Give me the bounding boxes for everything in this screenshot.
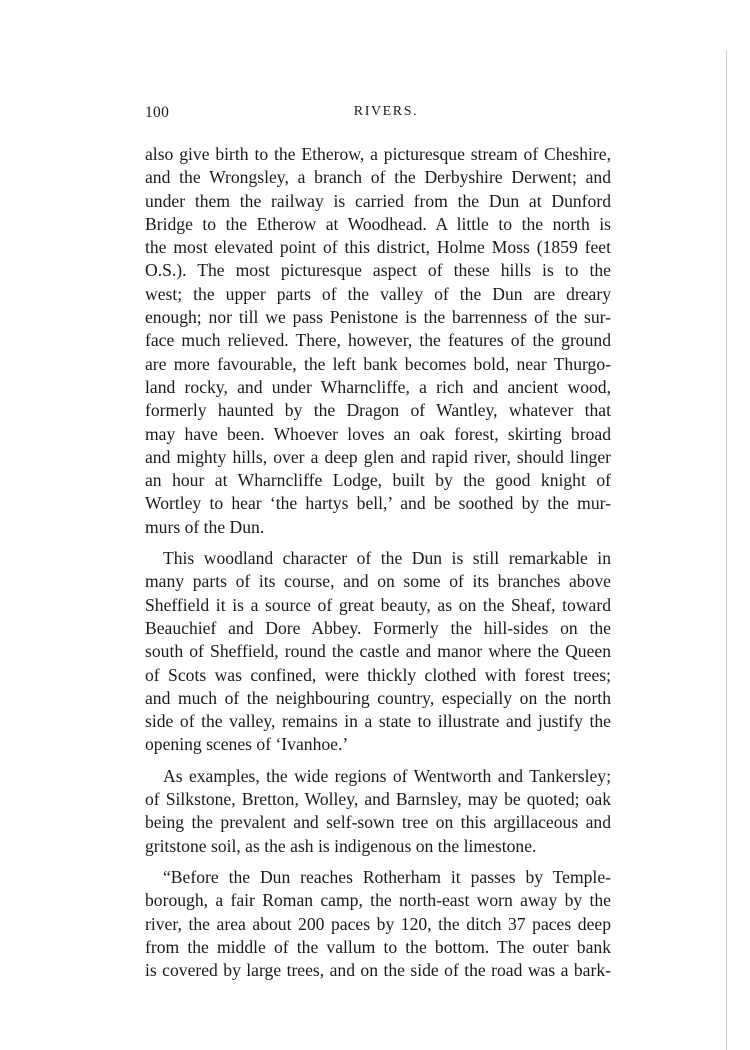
text-line: murs of the Dun.	[145, 516, 265, 537]
text-line: Wortley to hear ‘the hartys bell,’ and be soothed by the mur-	[145, 493, 611, 514]
text-line: an hour at Wharncliffe Lodge, built by the good knight of	[145, 470, 611, 491]
text-line: and mighty hills, over a deep glen and rapid river, should linger	[145, 446, 611, 467]
text-line: opening scenes of ‘Ivanhoe.’	[145, 734, 349, 755]
text-line: of Scots was confined, were thickly clothed with forest trees;	[145, 664, 611, 685]
text-line: land rocky, and under Wharncliffe, a rich and ancient wood,	[145, 376, 611, 397]
text-line: formerly haunted by the Dragon of Wantley, whatever that	[145, 400, 611, 421]
text-line: O.S.). The most picturesque aspect of these hills is to the	[145, 260, 611, 281]
paragraph-gap	[145, 539, 611, 547]
text-line: Beauchief and Dore Abbey. Formerly the hill-sides on the	[145, 617, 611, 638]
paragraph-1	[145, 143, 611, 539]
text-line: and much of the neighbouring country, especially on the north	[145, 687, 611, 708]
text-line: of Silkstone, Bretton, Wolley, and Barnsley, may be quoted; oak	[145, 789, 611, 810]
text-line: the most elevated point of this district, Holme Moss (1859 feet	[145, 237, 611, 258]
text-line: Bridge to the Etherow at Woodhead. A little to the north is	[145, 213, 611, 234]
text-line: also give birth to the Etherow, a picturesque stream of Cheshire,	[145, 144, 611, 164]
body-text	[145, 143, 611, 982]
running-head: RIVERS.	[353, 104, 419, 119]
text-line: “Before the Dun reaches Rotherham it passes by Temple-	[163, 866, 611, 887]
text-line: and the Wrongsley, a branch of the Derbyshire Derwent; and	[145, 167, 611, 188]
text-line: is covered by large trees, and on the side of the road was a bark-	[145, 960, 611, 981]
paragraph-gap	[145, 757, 611, 765]
page-edge-shadow	[726, 50, 727, 1050]
text-line: south of Sheffield, round the castle and manor where the Queen	[145, 641, 611, 662]
text-line: many parts of its course, and on some of its branches above	[145, 571, 611, 592]
text-line: being the prevalent and self-sown tree on this argillaceous and	[145, 812, 611, 833]
page-header	[145, 104, 611, 128]
page-number: 100	[145, 104, 170, 121]
text-line: face much relieved. There, however, the features of the ground	[145, 330, 611, 351]
text-line: under them the railway is carried from the Dun at Dunford	[145, 190, 611, 211]
paragraph-3	[145, 765, 611, 858]
text-line: gritstone soil, as the ash is indigenous on the limestone.	[145, 835, 537, 856]
text-line: may have been. Whoever loves an oak forest, skirting broad	[145, 423, 611, 444]
paragraph-4	[145, 866, 611, 982]
text-line: Sheffield it is a source of great beauty, as on the Sheaf, toward	[145, 594, 611, 615]
text-line: enough; nor till we pass Penistone is the barrenness of the sur-	[145, 307, 611, 328]
paragraph-2	[145, 547, 611, 757]
text-line: borough, a fair Roman camp, the north-east worn away by the	[145, 890, 611, 911]
text-line: west; the upper parts of the valley of the Dun are dreary	[145, 283, 611, 304]
text-line: side of the valley, remains in a state to illustrate and justify the	[145, 711, 611, 732]
paragraph-gap	[145, 858, 611, 866]
text-line: river, the area about 200 paces by 120, the ditch 37 paces deep	[145, 913, 611, 934]
text-line: As examples, the wide regions of Wentworth and Tankersley;	[163, 765, 611, 786]
text-line: This woodland character of the Dun is still remarkable in	[163, 548, 611, 569]
text-line: from the middle of the vallum to the bottom. The outer bank	[145, 936, 611, 957]
text-line: are more favourable, the left bank becomes bold, near Thurgo-	[145, 353, 611, 374]
